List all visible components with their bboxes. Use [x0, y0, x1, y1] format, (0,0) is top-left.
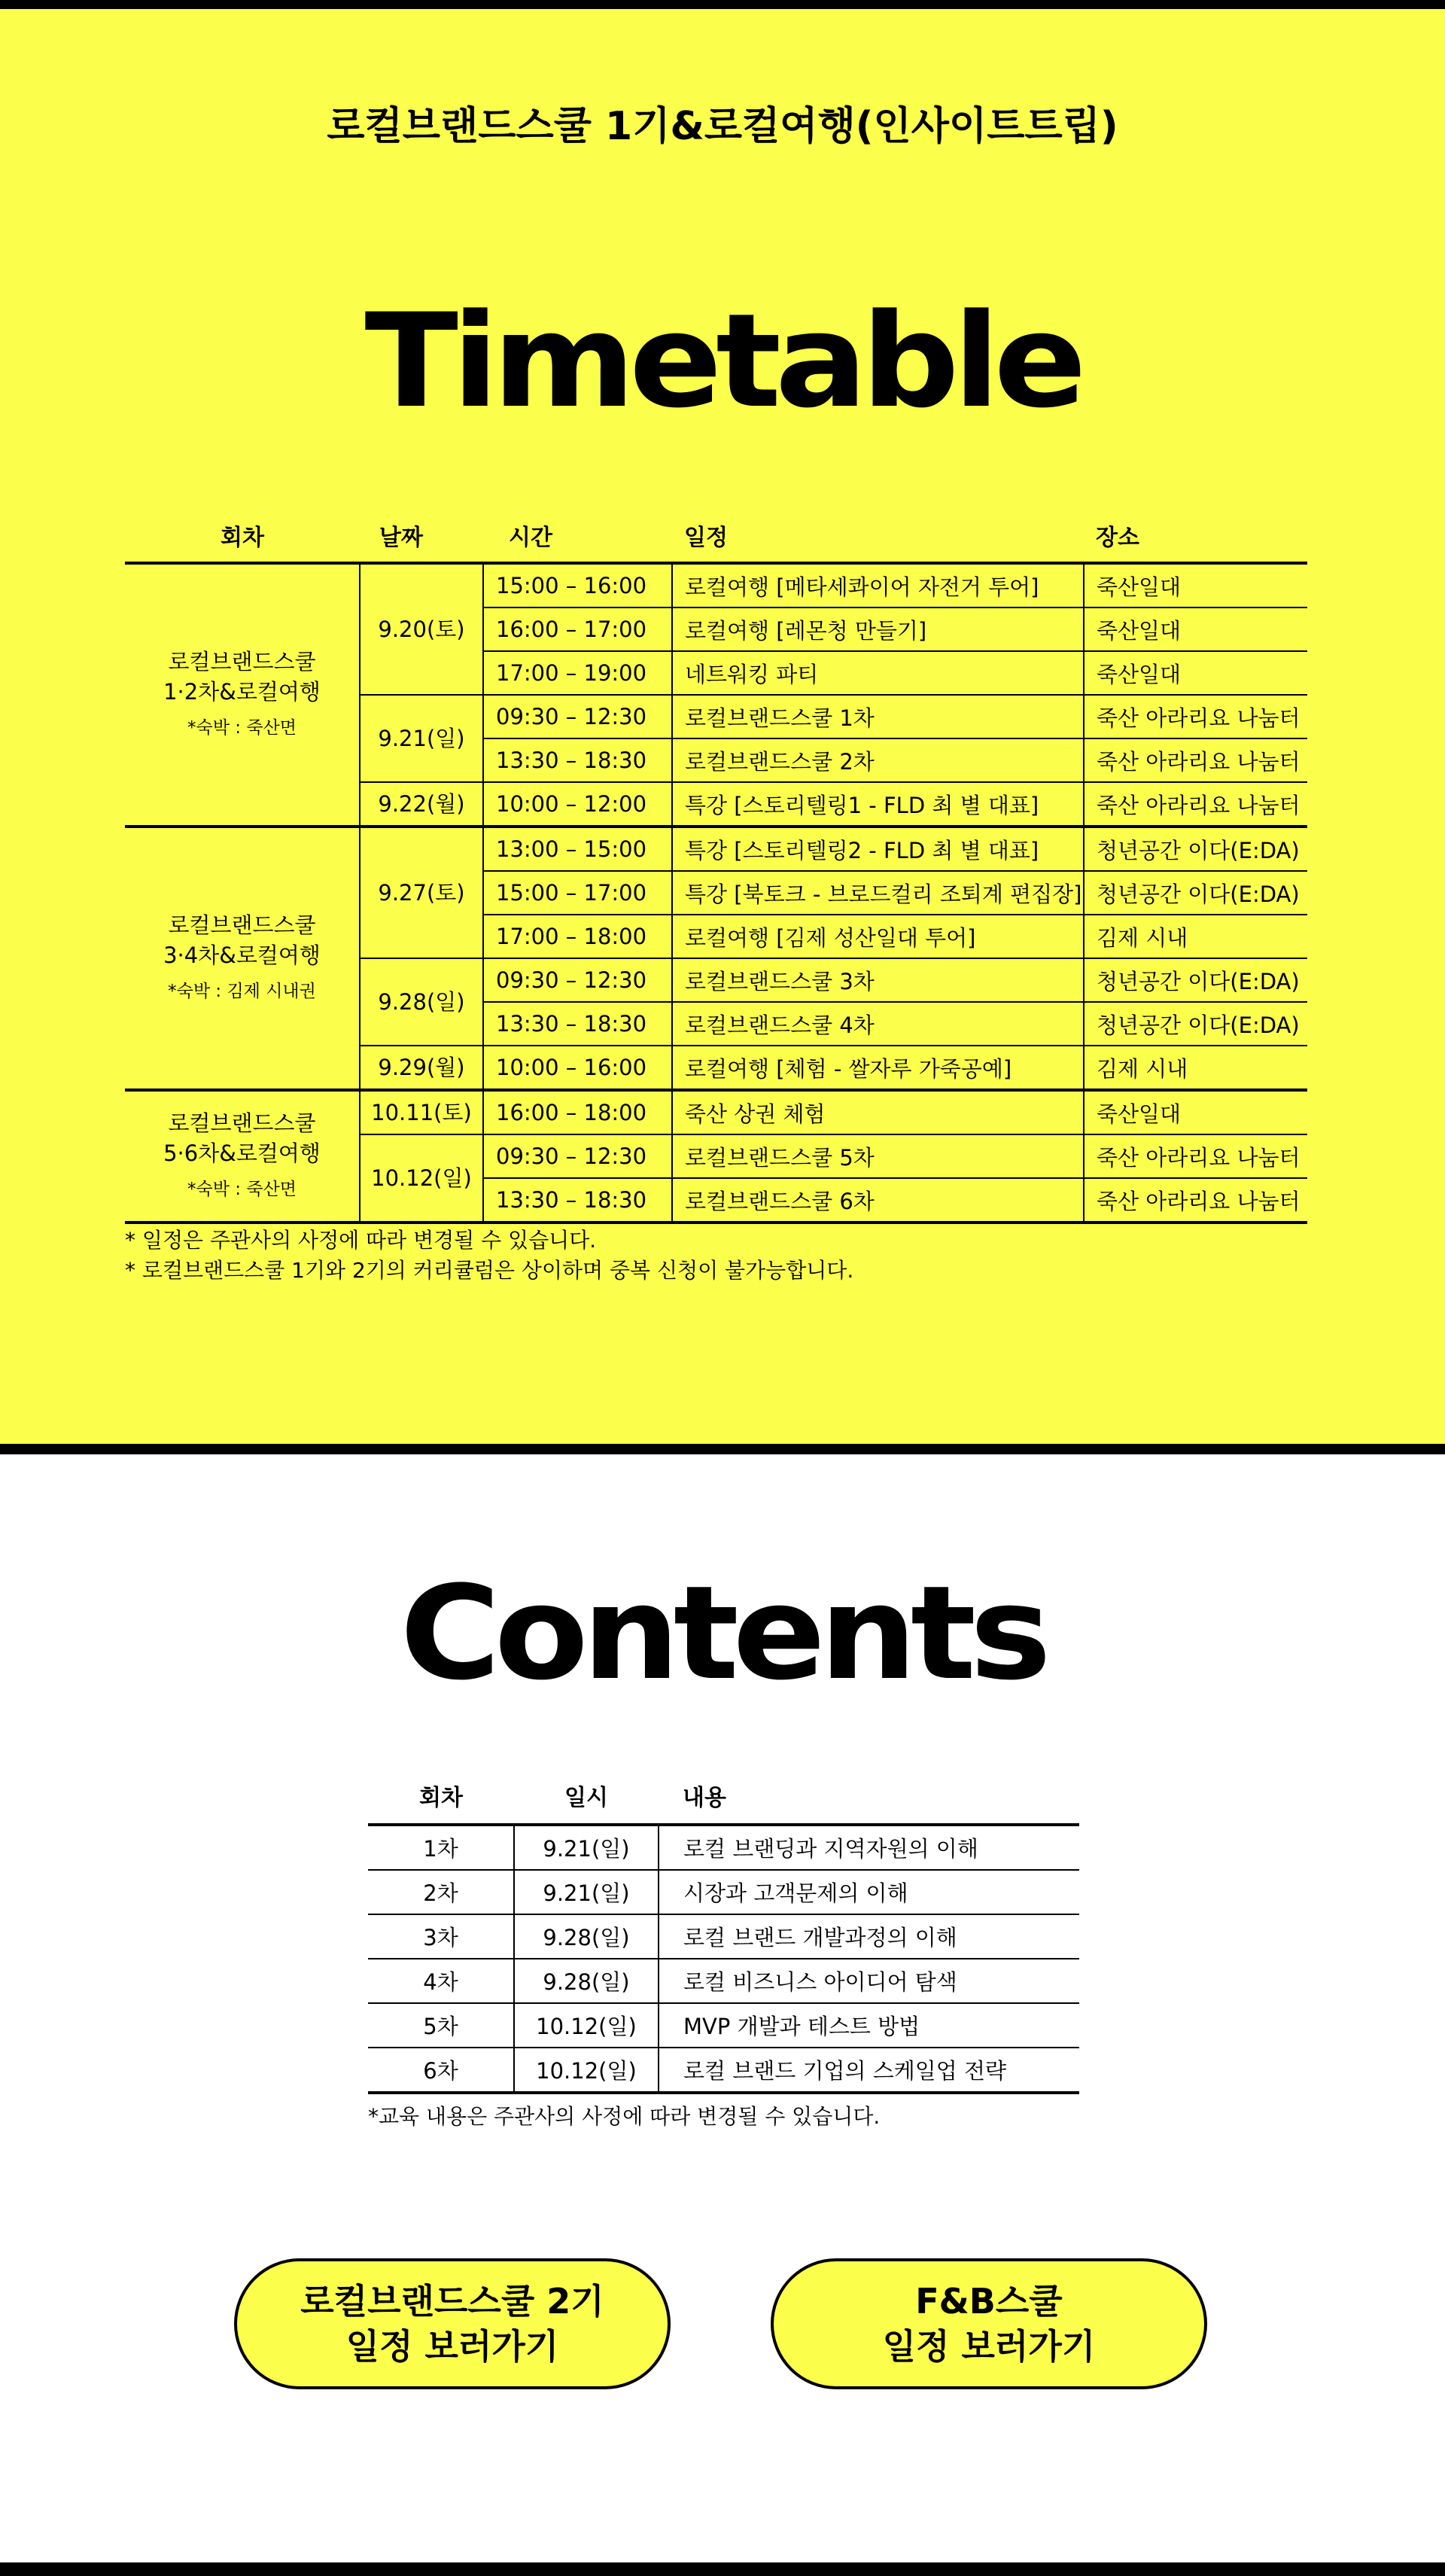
event-cell: 특강 [북토크 - 브로드컬리 조퇴계 편집장] [672, 871, 1084, 915]
time-cell: 17:00 – 18:00 [483, 915, 672, 958]
session-cell: 2차 [368, 1870, 514, 1914]
table-row [368, 2003, 1079, 2048]
place-cell: 청년공간 이다(E:DA) [1084, 958, 1307, 1002]
session-range: 5·6차&로컬여행 [163, 1140, 321, 1166]
bottom-border [0, 2562, 1445, 2576]
session-name: 로컬브랜드스쿨 [168, 1110, 316, 1136]
session-cell: 6차 [368, 2048, 514, 2093]
session-cell: 4차 [368, 1959, 514, 2003]
date-cell: 9.22(월) [360, 782, 483, 827]
event-cell: 로컬브랜드스쿨 1차 [672, 695, 1084, 738]
lodging-note: *숙박 : 죽산면 [187, 718, 297, 738]
place-cell: 김제 시내 [1084, 915, 1307, 958]
table-row [368, 1870, 1079, 1914]
program-subtitle: 로컬브랜드스쿨 1기&로컬여행(인사이트트립) [327, 104, 1118, 149]
place-cell: 죽산 아라리요 나눔터 [1084, 1178, 1307, 1223]
place-cell: 죽산 아라리요 나눔터 [1084, 782, 1307, 827]
table-row [368, 1914, 1079, 1959]
time-cell: 15:00 – 17:00 [483, 871, 672, 915]
place-cell: 죽산일대 [1084, 607, 1307, 651]
lodging-note: *숙박 : 죽산면 [187, 1180, 297, 1199]
contents-note: *교육 내용은 주관사의 사정에 따라 변경될 수 있습니다. [368, 2104, 881, 2129]
session-range: 1·2차&로컬여행 [163, 679, 321, 705]
fnb-school-schedule-button[interactable] [771, 2258, 1207, 2389]
curriculum-note: * 로컬브랜드스쿨 1기와 2기의 커리큘럼은 상이하며 중복 신청이 불가능합니다. [125, 1258, 854, 1283]
date-cell: 10.11(토) [360, 1090, 483, 1134]
column-header-place: 장소 [1084, 509, 1307, 563]
column-header-date: 일시 [514, 1768, 659, 1825]
contents-header-row [368, 1768, 1079, 1825]
timetable-table [125, 509, 1307, 1224]
date-cell: 10.12(일) [514, 2003, 659, 2048]
column-header-session: 회차 [125, 509, 360, 563]
table-row [368, 2048, 1079, 2093]
time-cell: 13:30 – 18:30 [483, 1178, 672, 1223]
table-row [125, 563, 1307, 607]
event-cell: 로컬여행 [레몬청 만들기] [672, 607, 1084, 651]
lodging-note: *숙박 : 김제 시내권 [168, 982, 316, 1001]
place-cell: 죽산 아라리요 나눔터 [1084, 695, 1307, 738]
time-cell: 10:00 – 12:00 [483, 782, 672, 827]
button-label-line2: 일정 보러가기 [882, 2326, 1096, 2367]
column-header-event: 일정 [672, 509, 1084, 563]
date-cell: 9.21(일) [360, 695, 483, 782]
date-cell: 10.12(일) [360, 1134, 483, 1223]
content-cell: 로컬 비즈니스 아이디어 탐색 [659, 1959, 1079, 2003]
event-cell: 로컬여행 [체험 - 쌀자루 가죽공예] [672, 1046, 1084, 1090]
session-group-cell [125, 1090, 360, 1223]
contents-title: Contents [400, 1557, 1045, 1709]
time-cell: 13:00 – 15:00 [483, 827, 672, 871]
content-cell: 로컬 브랜드 기업의 스케일업 전략 [659, 2048, 1079, 2093]
date-cell: 10.12(일) [514, 2048, 659, 2093]
top-border [0, 0, 1445, 9]
place-cell: 죽산일대 [1084, 563, 1307, 607]
event-cell: 로컬브랜드스쿨 6차 [672, 1178, 1084, 1223]
time-cell: 16:00 – 18:00 [483, 1090, 672, 1134]
contents-table [368, 1768, 1079, 2094]
event-cell: 로컬브랜드스쿨 4차 [672, 1002, 1084, 1046]
event-cell: 로컬브랜드스쿨 5차 [672, 1134, 1084, 1178]
place-cell: 청년공간 이다(E:DA) [1084, 871, 1307, 915]
session-name: 로컬브랜드스쿨 [168, 912, 316, 938]
timetable-notes [125, 1226, 853, 1286]
table-row [368, 1825, 1079, 1870]
time-cell: 15:00 – 16:00 [483, 563, 672, 607]
place-cell: 청년공간 이다(E:DA) [1084, 827, 1307, 871]
timetable-header-row [125, 509, 1307, 563]
place-cell: 죽산일대 [1084, 1090, 1307, 1134]
table-row [125, 827, 1307, 871]
session-group-cell [125, 563, 360, 827]
event-cell: 네트워킹 파티 [672, 651, 1084, 695]
time-cell: 16:00 – 17:00 [483, 607, 672, 651]
timetable-title: Timetable [364, 285, 1081, 437]
date-cell: 9.20(토) [360, 563, 483, 695]
content-cell: 로컬 브랜드 개발과정의 이해 [659, 1914, 1079, 1959]
time-cell: 13:30 – 18:30 [483, 738, 672, 782]
time-cell: 17:00 – 19:00 [483, 651, 672, 695]
section-divider [0, 1444, 1445, 1454]
content-cell: 시장과 고객문제의 이해 [659, 1870, 1079, 1914]
event-cell: 로컬여행 [메타세콰이어 자전거 투어] [672, 563, 1084, 607]
event-cell: 특강 [스토리텔링1 - FLD 최 별 대표] [672, 782, 1084, 827]
table-row [125, 1090, 1307, 1134]
date-cell: 9.21(일) [514, 1870, 659, 1914]
date-cell: 9.28(일) [360, 958, 483, 1046]
time-cell: 09:30 – 12:30 [483, 695, 672, 738]
event-cell: 로컬브랜드스쿨 3차 [672, 958, 1084, 1002]
event-cell: 죽산 상권 체험 [672, 1090, 1084, 1134]
session-cell: 1차 [368, 1825, 514, 1870]
column-header-time: 시간 [483, 509, 672, 563]
date-cell: 9.21(일) [514, 1825, 659, 1870]
column-header-date: 날짜 [360, 509, 483, 563]
place-cell: 죽산 아라리요 나눔터 [1084, 1134, 1307, 1178]
place-cell: 죽산 아라리요 나눔터 [1084, 738, 1307, 782]
date-cell: 9.28(일) [514, 1914, 659, 1959]
session-group-cell [125, 827, 360, 1090]
session-range: 3·4차&로컬여행 [163, 942, 321, 968]
column-header-content: 내용 [659, 1768, 1079, 1825]
button-label-line1: F&B스쿨 [915, 2281, 1063, 2322]
event-cell: 로컬브랜드스쿨 2차 [672, 738, 1084, 782]
place-cell: 김제 시내 [1084, 1046, 1307, 1090]
time-cell: 09:30 – 12:30 [483, 1134, 672, 1178]
event-cell: 특강 [스토리텔링2 - FLD 최 별 대표] [672, 827, 1084, 871]
column-header-session: 회차 [368, 1768, 514, 1825]
time-cell: 10:00 – 16:00 [483, 1046, 672, 1090]
date-cell: 9.27(토) [360, 827, 483, 958]
button-label-line1: 로컬브랜드스쿨 2기 [300, 2281, 604, 2322]
date-cell: 9.28(일) [514, 1959, 659, 2003]
session-name: 로컬브랜드스쿨 [168, 649, 316, 674]
session-cell: 5차 [368, 2003, 514, 2048]
table-row [368, 1959, 1079, 2003]
button-label-line2: 일정 보러가기 [345, 2326, 559, 2367]
event-cell: 로컬여행 [김제 성산일대 투어] [672, 915, 1084, 958]
time-cell: 13:30 – 18:30 [483, 1002, 672, 1046]
content-cell: 로컬 브랜딩과 지역자원의 이해 [659, 1825, 1079, 1870]
date-cell: 9.29(월) [360, 1046, 483, 1090]
school2-schedule-button[interactable] [234, 2258, 671, 2389]
time-cell: 09:30 – 12:30 [483, 958, 672, 1002]
place-cell: 죽산일대 [1084, 651, 1307, 695]
session-cell: 3차 [368, 1914, 514, 1959]
schedule-change-note: * 일정은 주관사의 사정에 따라 변경될 수 있습니다. [125, 1228, 597, 1253]
place-cell: 청년공간 이다(E:DA) [1084, 1002, 1307, 1046]
content-cell: MVP 개발과 테스트 방법 [659, 2003, 1079, 2048]
